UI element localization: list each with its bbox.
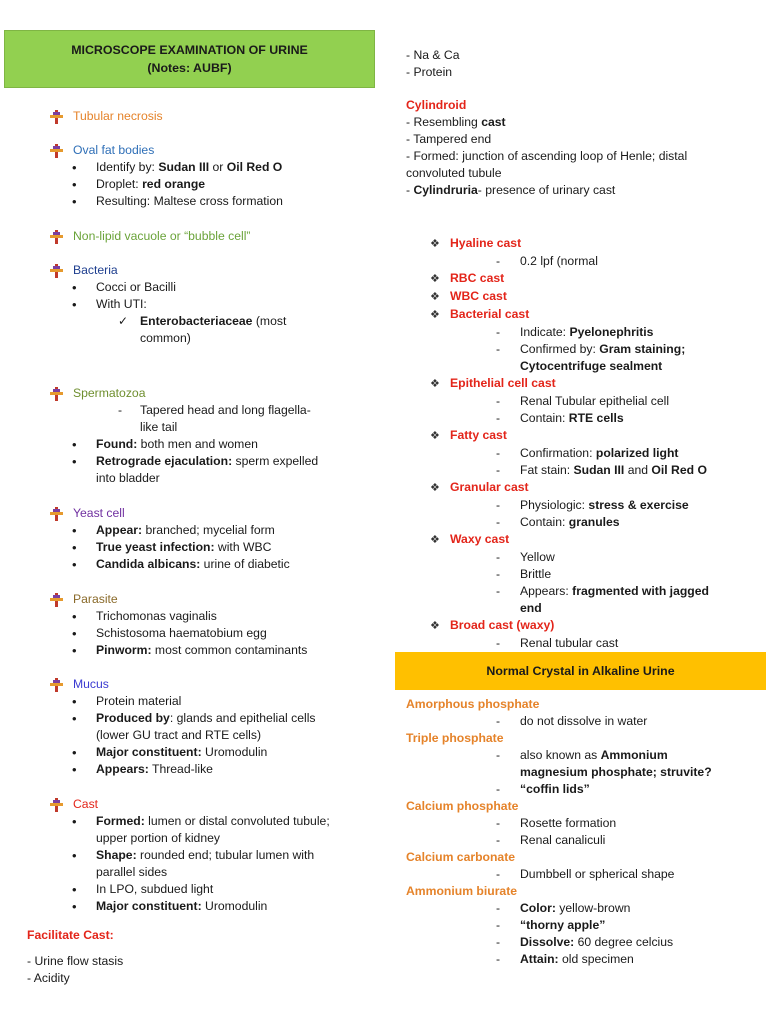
dash-item: - Brittle [496,567,552,581]
dash-item: - Yellow [496,550,555,564]
check-icon: ✓ [118,314,129,328]
list-item: • Droplet: red orange [50,176,283,193]
bacteria-heading: Bacteria [73,263,118,277]
list-item: • Identify by: Sudan III or Oil Red O [50,159,283,176]
crystal-heading: Ammonium biurate [406,884,518,898]
sperm-heading: Spermatozoa [73,386,146,400]
diamond-icon: ❖ [430,620,440,632]
yeast-heading: Yeast cell [73,506,125,520]
diamond-icon: ❖ [430,309,440,321]
section-yeast [50,505,290,573]
list-item: - Acidity [27,971,70,985]
dash-item: - Appears: fragmented with jagged end [496,584,709,615]
section-cylindroid [406,97,766,199]
section-parasite [50,591,307,659]
list-item: • Shape: rounded end; tubular lumen with parallel sides [50,847,330,881]
pin-icon [50,264,63,277]
list-item: • With UTI: [50,296,286,313]
section-nonlipid [50,228,251,245]
crystal-title-bar: Normal Crystal in Alkaline Urine [395,652,766,690]
list-item: • Major constituent: Uromodulin [50,898,330,915]
list-item: ❖ RBC cast [430,270,766,288]
dash-item: - Renal canaliculi [496,833,606,847]
section-facilitate [27,927,114,944]
pin-icon [50,230,63,243]
right-top-list [406,47,460,81]
title-line1: MICROSCOPE EXAMINATION OF URINE [71,43,308,57]
diamond-icon: ❖ [430,378,440,390]
tubular-heading: Tubular necrosis [73,109,163,123]
list-item: - Protein [406,65,453,79]
oval-heading: Oval fat bodies [73,143,155,157]
list-item: - Formed: junction of ascending loop of Henle; distal convoluted tubule [406,149,688,180]
dash-item: - Renal tubular cast [496,636,619,650]
crystal-heading: Calcium carbonate [406,850,516,864]
cast-types [430,235,766,652]
facilitate-heading: Facilitate Cast: [27,928,114,942]
dash-item: - Color: yellow-brown [496,901,631,915]
title-line2: (Notes: AUBF) [147,61,232,75]
list-item: ❖ WBC cast [430,288,766,306]
pin-icon [50,110,63,123]
dash-item: - “thorny apple” [496,918,606,932]
dash-item: - Indicate: Pyelonephritis [496,325,654,339]
dash-item: - Attain: old specimen [496,952,634,966]
pin-icon [50,387,63,400]
dash-item: - Tapered head and long flagella- like tail [118,403,311,434]
pin-icon [50,798,63,811]
section-bacteria [50,262,286,347]
dash-item: - Confirmation: polarized light [496,446,679,460]
dash-item: - Contain: RTE cells [496,411,624,425]
crystal-heading: Calcium phosphate [406,799,519,813]
list-item: ❖ Waxy cast [430,531,766,549]
dash-item: - Fat stain: Sudan III and Oil Red O [496,463,707,477]
section-tubular [50,108,163,125]
dash-item: - Dumbbell or spherical shape [496,867,675,881]
dash-item: - “coffin lids” [496,782,590,796]
crystal-heading: Amorphous phosphate [406,697,540,711]
pin-icon [50,593,63,606]
dash-item: - Dissolve: 60 degree celcius [496,935,674,949]
list-item: • Schistosoma haematobium egg [50,625,307,642]
list-item: • Formed: lumen or distal convoluted tubule; upper portion of kidney [50,813,330,847]
section-mucus [50,676,316,778]
diamond-icon: ❖ [430,238,440,250]
diamond-icon: ❖ [430,291,440,303]
parasite-heading: Parasite [73,592,118,606]
dash-item: - 0.2 lpf (normal [496,254,598,268]
pin-icon [50,678,63,691]
pin-icon [50,507,63,520]
dash-item: - Confirmed by: Gram staining; Cytocentrifuge sealment [496,342,686,373]
crystal-heading: Triple phosphate [406,731,504,745]
list-item: • Pinworm: most common contaminants [50,642,307,659]
diamond-icon: ❖ [430,482,440,494]
dash-item: - do not dissolve in water [496,714,648,728]
title-box [4,30,375,88]
mucus-heading: Mucus [73,677,109,691]
list-item: • True yeast infection: with WBC [50,539,290,556]
dash-item: - Renal Tubular epithelial cell [496,394,670,408]
list-item: - Urine flow stasis [27,954,124,968]
list-item: ❖ Granular cast [430,479,766,497]
diamond-icon: ❖ [430,273,440,285]
list-item: • Found: both men and women [50,436,318,453]
list-item: • Cocci or Bacilli [50,279,286,296]
list-item: • Retrograde ejaculation: sperm expelled into bladder [50,453,318,487]
section-cast [50,796,330,915]
list-item: • Protein material [50,693,316,710]
section-spermatozoa [50,385,318,487]
dash-item: - Contain: granules [496,515,620,529]
dash-item: - Physiologic: stress & exercise [496,498,689,512]
list-item: • Major constituent: Uromodulin [50,744,316,761]
list-item: ❖ Fatty cast [430,427,766,445]
list-item: • Trichomonas vaginalis [50,608,307,625]
list-item: ❖ Bacterial cast [430,306,766,324]
diamond-icon: ❖ [430,430,440,442]
list-item: • Appear: branched; mycelial form [50,522,290,539]
list-item: • Candida albicans: urine of diabetic [50,556,290,573]
list-item: - Resembling cast [406,115,506,129]
diamond-icon: ❖ [430,534,440,546]
cast-heading: Cast [73,797,99,811]
cylindroid-heading: Cylindroid [406,98,467,112]
nonlipid-heading: Non-lipid vacuole or “bubble cell” [73,229,251,243]
sub-item: ✓ Enterobacteriaceae (most common) [118,314,287,345]
list-item: - Tampered end [406,132,492,146]
list-item: ❖ Hyaline cast [430,235,766,253]
dash-item: - also known as Ammonium magnesium phosphate; struvite? [496,748,712,779]
list-item: - Na & Ca [406,48,460,62]
list-item: - Cylindruria- presence of urinary cast [406,183,616,197]
list-item: • Resulting: Maltese cross formation [50,193,283,210]
facilitate-list [27,953,123,987]
list-item: ❖ Epithelial cell cast [430,375,766,393]
section-oval-fat [50,142,283,210]
list-item: • In LPO, subdued light [50,881,330,898]
list-item: • Produced by: glands and epithelial cells (lower GU tract and RTE cells) [50,710,316,744]
dash-item: - Rosette formation [496,816,617,830]
crystal-list [406,696,766,968]
list-item: • Appears: Thread-like [50,761,316,778]
list-item: ❖ Broad cast (waxy) [430,617,766,635]
pin-icon [50,144,63,157]
